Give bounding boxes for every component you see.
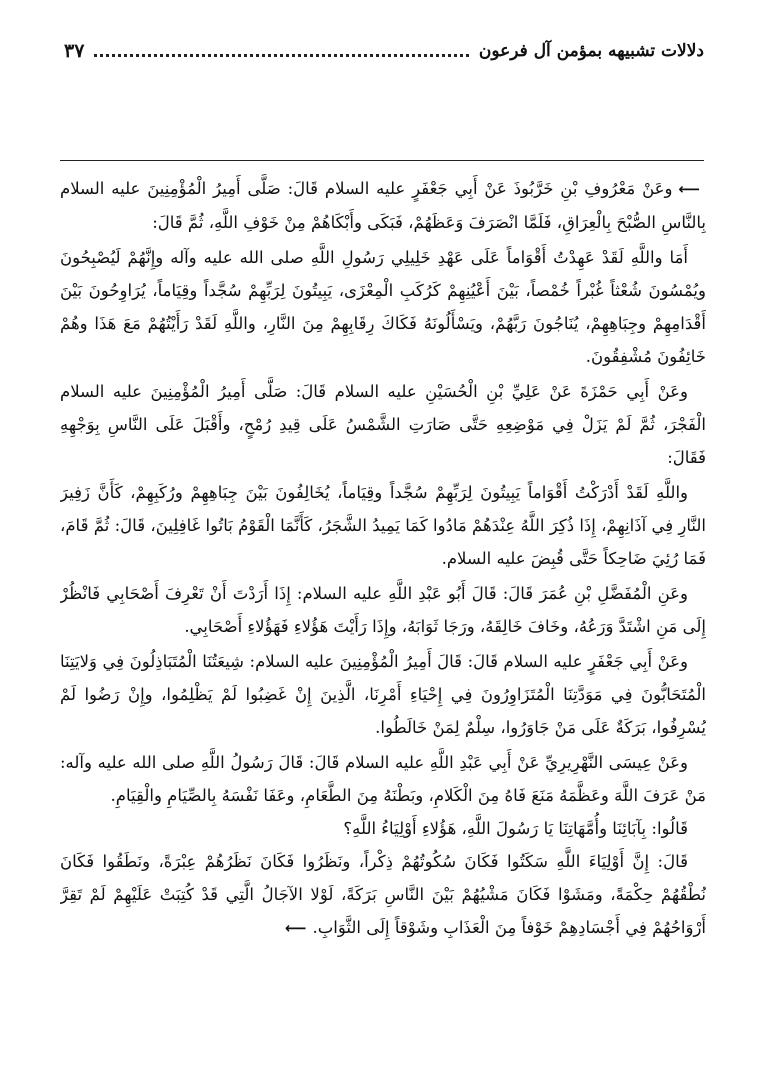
paragraph: وعَنْ أَبِي حَمْزَةَ عَنْ عَلِيِّ بْنِ الْحُسَيْنِ عليه السلام قَالَ: صَلَّى أَمِيرُ الْمُؤْمِنِينَ عليه السلام الْفَجْرَ، ثُمَّ لَمْ يَزَلْ فِي مَوْضِعِهِ حَتَّى صَارَتِ الشَّمْسُ عَلَى قِيدِ رُمْحٍ، وأَقْبَلَ عَلَى النَّاسِ بِوَجْهِهِ فَقَالَ: [60, 382, 706, 467]
paragraph: وعَنِ الْمُفَضَّلِ بْنِ عُمَرَ قَالَ: قَالَ أَبُو عَبْدِ اللَّهِ عليه السلام: إِذَا أَرَدْتَ أَنْ تَعْرِفَ أَصْحَابِي فَانْظُرْ إِلَى مَنِ اشْتَدَّ وَرَعُهُ، وخَافَ خَالِقَهُ، ورَجَا ثَوَابَهُ، وإِذَا رَأَيْتَ هَؤُلاءِ فَهَؤُلاءِ أَصْحَابِي. [60, 584, 706, 636]
paragraph: وعَنْ عِيسَى النَّهْرِيرِيِّ عَنْ أَبِي عَبْدِ اللَّهِ عليه السلام قَالَ: قَالَ رَسُولُ اللَّهِ صلى الله عليه وآله: مَنْ عَرَفَ اللَّهَ وعَظَّمَهُ مَنَعَ فَاهُ مِنَ الْكَلامِ، وبَطْنَهُ مِنَ الطَّعَامِ، وعَفَا نَفْسَهُ بِالصِّيَامِ والْقِيَامِ. [60, 753, 706, 805]
dotted-leader [94, 54, 468, 57]
paragraph: واللَّهِ لَقَدْ أَدْرَكْتُ أَقْوَاماً يَبِيتُونَ لِرَبِّهِمْ سُجَّداً وقِيَاماً، يُخَالِفُونَ بَيْنَ جِبَاهِهِمْ ورُكَبِهِمْ، كَأَنَّ زَفِيرَ النَّارِ فِي آذَانِهِمْ، إِذَا ذُكِرَ اللَّهُ عِنْدَهُمْ مَادُوا كَمَا يَمِيدُ الشَّجَرُ، كَأَنَّمَا الْقَوْمُ بَاتُوا غَافِلِينَ، قَالَ: ثُمَّ قَامَ، فَمَا رُئِيَ ضَاحِكاً حَتَّى قُبِضَ عليه السلام. [60, 483, 706, 568]
paragraph: أَمَا واللَّهِ لَقَدْ عَهِدْتُ أَقْوَاماً عَلَى عَهْدِ خَلِيلِي رَسُولِ اللَّهِ صلى الله عليه وآله وإِنَّهُمْ لَيُصْبِحُونَ ويُمْسُونَ شُعْثاً غُبْراً خُمْصاً، بَيْنَ أَعْيُنِهِمْ كَرُكَبِ الْمِعْزَى، يَبِيتُونَ لِرَبِّهِمْ سُجَّداً وقِيَاماً، يُرَاوِحُونَ بَيْنَ أَقْدَامِهِمْ وجِبَاهِهِمْ، يُنَاجُونَ رَبَّهُمْ، ويَسْأَلُونَهُ فَكَاكَ رِقَابِهِمْ مِنَ النَّارِ، واللَّهِ لَقَدْ رَأَيْتُهُمْ مَعَ هَذَا وهُمْ خَائِفُونَ مُشْفِقُونَ. [60, 248, 706, 366]
header-rule [60, 160, 704, 161]
paragraph [60, 172, 706, 239]
page-number: ٣٧ [64, 40, 85, 62]
body-text [60, 172, 706, 1052]
paragraph: قَالُوا: بِآبَائِنَا وأُمَّهَاتِنَا يَا رَسُولَ اللَّهِ، هَؤُلاءِ أَوْلِيَاءُ اللَّهِ؟ [343, 819, 688, 838]
paragraph [60, 845, 706, 945]
paragraph-text: وعَنْ مَعْرُوفِ بْنِ خَرَّبُوذَ عَنْ أَبِي جَعْفَرٍ عليه السلام قَالَ: صَلَّى أَمِيرُ الْمُؤْمِنِينَ عليه السلام بِالنَّاسِ الصُّبْحَ بِالْعِرَاقِ، فَلَمَّا انْصَرَفَ وَعَظَهُمْ، فَبَكَى وأَبْكَاهُمْ مِنْ خَوْفِ اللَّهِ، ثُمَّ قَالَ: [60, 179, 706, 232]
paragraph: وعَنْ أَبِي جَعْفَرٍ عليه السلام قَالَ: قَالَ أَمِيرُ الْمُؤْمِنِينَ عليه السلام: شِيعَتُنَا الْمُتَبَاذِلُونَ فِي وَلايَتِنَا الْمُتَحَابُّونَ فِي مَوَدَّتِنَا الْمُتَزَاوِرُونَ فِي إِحْيَاءِ أَمْرِنَا، الَّذِينَ إِنْ غَضِبُوا لَمْ يَظْلِمُوا، وإِنْ رَضُوا لَمْ يُسْرِفُوا، بَرَكَةٌ عَلَى مَنْ جَاوَرُوا، سِلْمٌ لِمَنْ خَالَطُوا. [60, 652, 706, 737]
paragraph-text: قَالَ: إِنَّ أَوْلِيَاءَ اللَّهِ سَكَتُوا فَكَانَ سُكُوتُهُمْ ذِكْراً، ونَظَرُوا فَكَانَ نَظَرُهُمْ عِبْرَةً، ونَطَقُوا فَكَانَ نُطْقُهُمْ حِكْمَةً، ومَشَوْا فَكَانَ مَشْيُهُمْ بَيْنَ النَّاسِ بَرَكَةً، لَوْلا الآجَالُ الَّتِي قَدْ كُتِبَتْ عَلَيْهِمْ لَمْ تَقِرَّ أَرْوَاحُهُمْ فِي أَجْسَادِهِمْ خَوْفاً مِنَ الْعَذَابِ وشَوْقاً إِلَى الثَّوَابِ. [60, 852, 706, 937]
continuation-arrow-end: ⟵ [284, 919, 307, 937]
continuation-arrow-start: ⟵ [678, 180, 700, 198]
running-header [64, 38, 704, 64]
running-title: دلالات تشبيهه بمؤمن آل فرعون [478, 41, 704, 61]
